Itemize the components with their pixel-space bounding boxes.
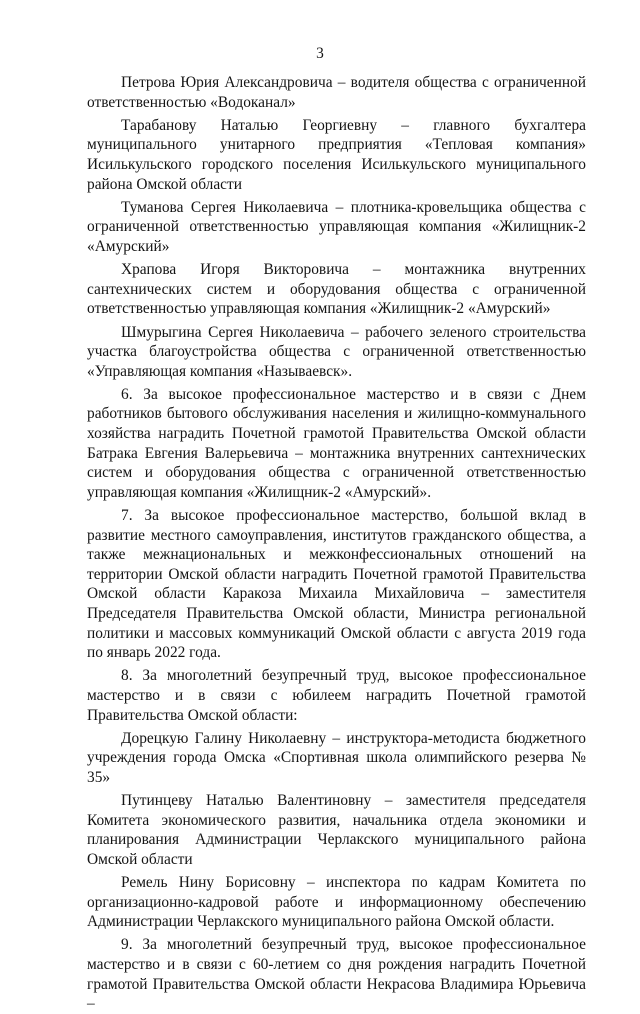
paragraph-shmurygin: Шмурыгина Сергея Николаевича – рабочего зеленого строительства участка благоустройства общества с ограниченной ответственностью «Управляющая компания «Называевск». <box>87 323 586 380</box>
paragraph-putintseva: Путинцеву Наталью Валентиновну – заместителя председателя Комитета экономического развития, начальника отдела экономики и планирования Администрации Черлакского муниципального района Омской области <box>87 792 586 868</box>
paragraph-doretskaya: Дорецкую Галину Николаевну – инструктора-методиста бюджетного учреждения города Омска «Спортивная школа олимпийского резерва № 35» <box>87 729 586 786</box>
paragraph-item-9: 9. За многолетний безупречный труд, высокое профессиональное мастерство и в связи с 60-летием со дня рождения наградить Почетной грамотой Правительства Омской области Некрасова Владимира Юрьевича – <box>87 936 586 1013</box>
paragraph-tarabanova: Тарабанову Наталью Георгиевну – главного бухгалтера муниципального унитарного предприятия «Тепловая компания» Исилькульского городского поселения Исилькульского муниципального района Омской области <box>87 116 586 193</box>
paragraph-item-8: 8. За многолетний безупречный труд, высокое профессиональное мастерство и в связи с юбилеем наградить Почетной грамотой Правительства Омской области: <box>87 667 586 724</box>
paragraph-khrapov: Храпова Игоря Викторовича – монтажника внутренних сантехнических систем и оборудования общества с ограниченной ответственностью управляющая компания «Жилищник-2 «Амурский» <box>87 261 586 318</box>
paragraph-remel: Ремель Нину Борисовну – инспектора по кадрам Комитета по организационно-кадровой работе и информационному обеспечению Администрации Черлакского муниципального района Омской области. <box>87 874 586 931</box>
paragraph-item-7: 7. За высокое профессиональное мастерство, большой вклад в развитие местного самоуправления, институтов гражданского общества, а также межнациональных и межконфессиональных отношений на территории Омской области наградить Почетной грамотой Правительства Омской области Каракоза Михаила Михайловича – заместителя Председателя Правительства Омской области, Министра региональной политики и массовых коммуникаций Омской области с августа 2019 года по январь 2022 года. <box>87 507 586 662</box>
paragraph-tumanov: Туманова Сергея Николаевича – плотника-кровельщика общества с ограниченной ответственностью управляющая компания «Жилищник-2 «Амурский» <box>87 198 586 255</box>
document-body <box>87 73 586 1014</box>
paragraph-item-6: 6. За высокое профессиональное мастерство и в связи с Днем работников бытового обслуживания населения и жилищно-коммунального хозяйства наградить Почетной грамотой Правительства Омской области Батрака Евгения Валерьевича – монтажника внутренних сантехнических систем и оборудования общества с ограниченной ответственностью управляющая компания «Жилищник-2 «Амурский». <box>87 385 586 501</box>
paragraph-petrov: Петрова Юрия Александровича – водителя общества с ограниченной ответственностью «Водоканал» <box>87 74 586 111</box>
page-number: 3 <box>316 45 324 62</box>
